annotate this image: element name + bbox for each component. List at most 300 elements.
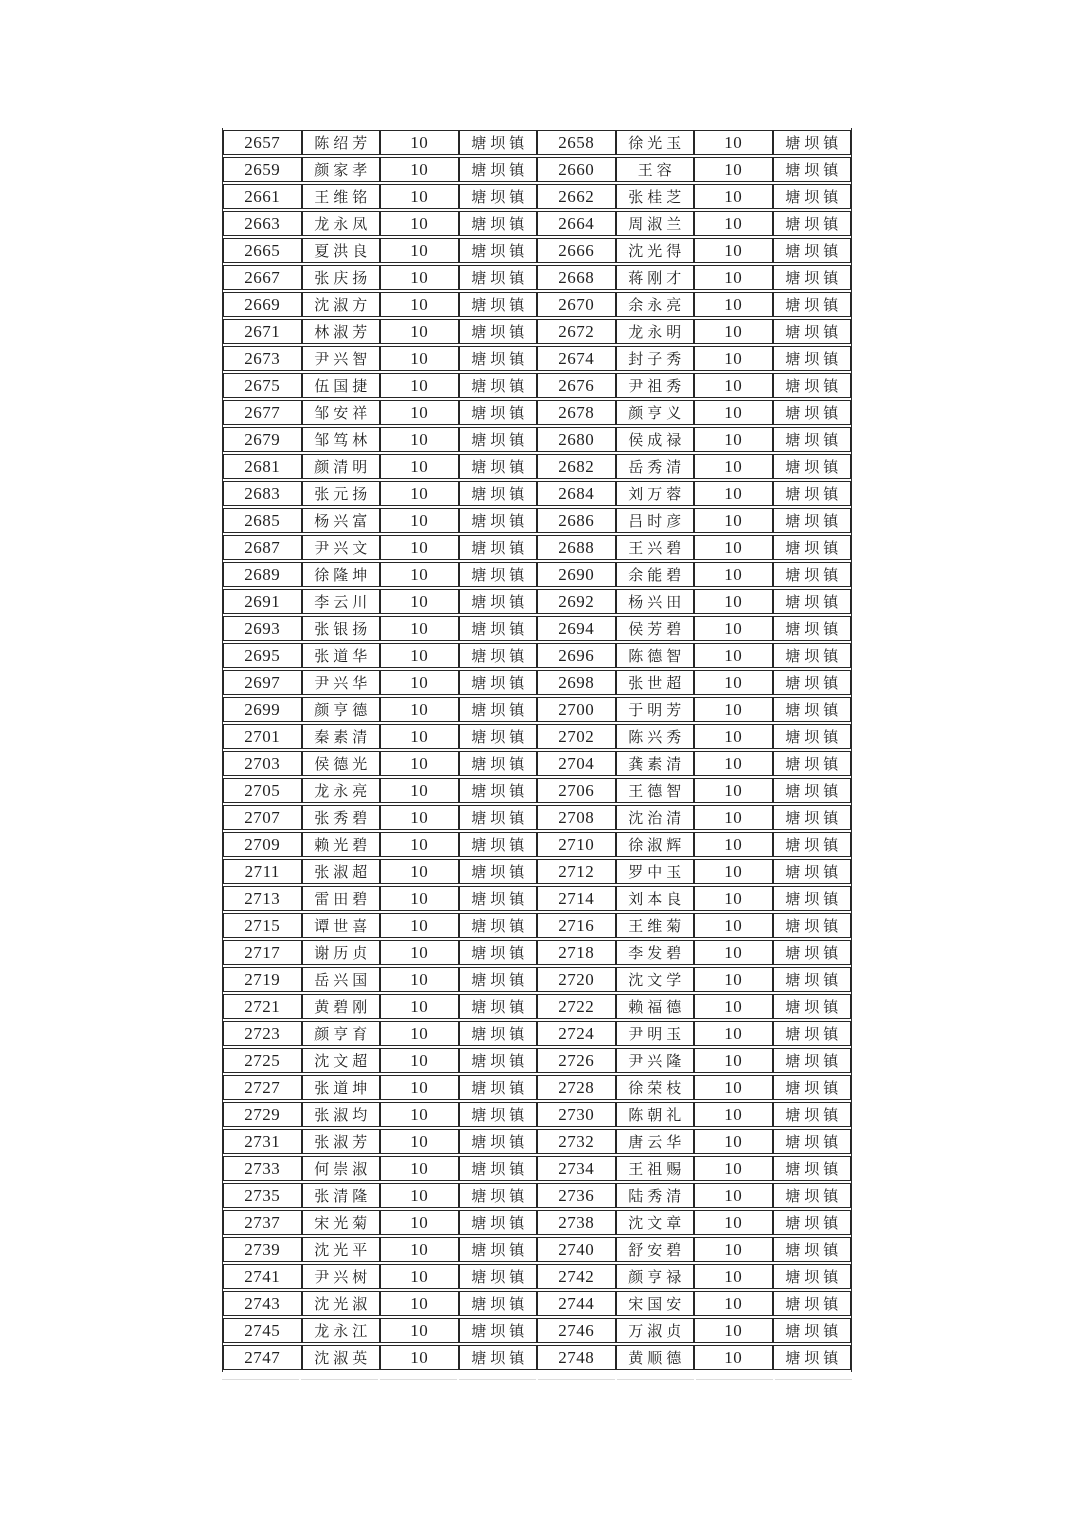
name-cell: 吕时彦: [616, 508, 695, 533]
name-cell: 龙永江: [302, 1318, 381, 1343]
amount-cell: 10: [380, 778, 459, 803]
amount-cell: 10: [380, 859, 459, 884]
amount-cell: 10: [380, 940, 459, 965]
town-cell: 塘坝镇: [459, 292, 538, 317]
next-page-row-segment: [380, 1379, 457, 1380]
name-cell: 罗中玉: [616, 859, 695, 884]
amount-cell: 10: [694, 643, 773, 668]
name-cell: 陈朝礼: [616, 1102, 695, 1127]
table-row: [223, 1048, 851, 1073]
serial-cell: 2688: [537, 535, 616, 560]
serial-cell: 2695: [223, 643, 302, 668]
serial-cell: 2712: [537, 859, 616, 884]
town-cell: 塘坝镇: [773, 967, 852, 992]
serial-cell: 2708: [537, 805, 616, 830]
amount-cell: 10: [380, 697, 459, 722]
name-cell: 王德智: [616, 778, 695, 803]
town-cell: 塘坝镇: [773, 886, 852, 911]
table-row: [223, 130, 851, 155]
town-cell: 塘坝镇: [773, 1021, 852, 1046]
amount-cell: 10: [694, 427, 773, 452]
town-cell: 塘坝镇: [773, 265, 852, 290]
serial-cell: 2720: [537, 967, 616, 992]
name-cell: 尹兴隆: [616, 1048, 695, 1073]
next-page-row-segment: [538, 1379, 615, 1380]
town-cell: 塘坝镇: [459, 1075, 538, 1100]
name-cell: 张世超: [616, 670, 695, 695]
name-cell: 颜家孝: [302, 157, 381, 182]
amount-cell: 10: [694, 1075, 773, 1100]
serial-cell: 2682: [537, 454, 616, 479]
amount-cell: 10: [694, 535, 773, 560]
table-row: [223, 670, 851, 695]
serial-cell: 2701: [223, 724, 302, 749]
amount-cell: 10: [694, 1021, 773, 1046]
town-cell: 塘坝镇: [773, 427, 852, 452]
amount-cell: 10: [694, 616, 773, 641]
table-row: [223, 1183, 851, 1208]
name-cell: 尹兴文: [302, 535, 381, 560]
amount-cell: 10: [380, 886, 459, 911]
amount-cell: 10: [380, 1210, 459, 1235]
serial-cell: 2668: [537, 265, 616, 290]
name-cell: 尹明玉: [616, 1021, 695, 1046]
name-cell: 封子秀: [616, 346, 695, 371]
serial-cell: 2703: [223, 751, 302, 776]
town-cell: 塘坝镇: [459, 1021, 538, 1046]
town-cell: 塘坝镇: [459, 1318, 538, 1343]
serial-cell: 2735: [223, 1183, 302, 1208]
name-cell: 沈光平: [302, 1237, 381, 1262]
serial-cell: 2748: [537, 1345, 616, 1370]
name-cell: 龙永明: [616, 319, 695, 344]
town-cell: 塘坝镇: [459, 1210, 538, 1235]
serial-cell: 2687: [223, 535, 302, 560]
town-cell: 塘坝镇: [773, 616, 852, 641]
name-cell: 徐光玉: [616, 130, 695, 155]
name-cell: 舒安碧: [616, 1237, 695, 1262]
amount-cell: 10: [380, 1237, 459, 1262]
amount-cell: 10: [694, 1102, 773, 1127]
town-cell: 塘坝镇: [773, 1264, 852, 1289]
amount-cell: 10: [694, 1156, 773, 1181]
next-page-row-segment: [696, 1379, 773, 1380]
table-row: [223, 508, 851, 533]
amount-cell: 10: [694, 400, 773, 425]
town-cell: 塘坝镇: [459, 1156, 538, 1181]
serial-cell: 2699: [223, 697, 302, 722]
town-cell: 塘坝镇: [459, 913, 538, 938]
amount-cell: 10: [694, 670, 773, 695]
town-cell: 塘坝镇: [459, 400, 538, 425]
town-cell: 塘坝镇: [459, 1102, 538, 1127]
town-cell: 塘坝镇: [459, 1048, 538, 1073]
serial-cell: 2732: [537, 1129, 616, 1154]
town-cell: 塘坝镇: [459, 481, 538, 506]
amount-cell: 10: [694, 1291, 773, 1316]
name-cell: 尹祖秀: [616, 373, 695, 398]
amount-cell: 10: [694, 1048, 773, 1073]
name-cell: 张庆扬: [302, 265, 381, 290]
name-cell: 唐云华: [616, 1129, 695, 1154]
amount-cell: 10: [694, 805, 773, 830]
town-cell: 塘坝镇: [459, 427, 538, 452]
table-row: [223, 805, 851, 830]
table-row: [223, 1102, 851, 1127]
amount-cell: 10: [380, 913, 459, 938]
amount-cell: 10: [380, 1264, 459, 1289]
amount-cell: 10: [380, 643, 459, 668]
town-cell: 塘坝镇: [773, 211, 852, 236]
serial-cell: 2706: [537, 778, 616, 803]
serial-cell: 2683: [223, 481, 302, 506]
name-cell: 伍国捷: [302, 373, 381, 398]
name-cell: 张清隆: [302, 1183, 381, 1208]
serial-cell: 2729: [223, 1102, 302, 1127]
serial-cell: 2724: [537, 1021, 616, 1046]
amount-cell: 10: [380, 130, 459, 155]
town-cell: 塘坝镇: [773, 724, 852, 749]
town-cell: 塘坝镇: [459, 643, 538, 668]
serial-cell: 2685: [223, 508, 302, 533]
amount-cell: 10: [380, 1129, 459, 1154]
next-page-row-segment: [775, 1379, 852, 1380]
amount-cell: 10: [380, 589, 459, 614]
serial-cell: 2734: [537, 1156, 616, 1181]
amount-cell: 10: [694, 319, 773, 344]
serial-cell: 2659: [223, 157, 302, 182]
name-cell: 沈光得: [616, 238, 695, 263]
town-cell: 塘坝镇: [773, 454, 852, 479]
amount-cell: 10: [380, 805, 459, 830]
table-row: [223, 994, 851, 1019]
table-row: [223, 967, 851, 992]
amount-cell: 10: [694, 1264, 773, 1289]
name-cell: 蒋刚才: [616, 265, 695, 290]
serial-cell: 2738: [537, 1210, 616, 1235]
town-cell: 塘坝镇: [459, 1183, 538, 1208]
table-row: [223, 1021, 851, 1046]
serial-cell: 2746: [537, 1318, 616, 1343]
name-cell: 龚素清: [616, 751, 695, 776]
table-row: [223, 211, 851, 236]
name-cell: 林淑芳: [302, 319, 381, 344]
serial-cell: 2680: [537, 427, 616, 452]
town-cell: 塘坝镇: [459, 697, 538, 722]
serial-cell: 2740: [537, 1237, 616, 1262]
amount-cell: 10: [380, 1075, 459, 1100]
amount-cell: 10: [694, 913, 773, 938]
table-row: [223, 1237, 851, 1262]
amount-cell: 10: [694, 481, 773, 506]
amount-cell: 10: [694, 1183, 773, 1208]
serial-cell: 2697: [223, 670, 302, 695]
name-cell: 陈兴秀: [616, 724, 695, 749]
next-page-row-segment: [301, 1379, 378, 1380]
amount-cell: 10: [694, 967, 773, 992]
name-cell: 沈淑方: [302, 292, 381, 317]
town-cell: 塘坝镇: [773, 589, 852, 614]
table-row: [223, 292, 851, 317]
name-cell: 颜清明: [302, 454, 381, 479]
town-cell: 塘坝镇: [459, 535, 538, 560]
town-cell: 塘坝镇: [459, 805, 538, 830]
name-cell: 沈文超: [302, 1048, 381, 1073]
table-row: [223, 778, 851, 803]
name-cell: 徐淑辉: [616, 832, 695, 857]
amount-cell: 10: [380, 1183, 459, 1208]
town-cell: 塘坝镇: [773, 1129, 852, 1154]
serial-cell: 2693: [223, 616, 302, 641]
amount-cell: 10: [380, 1102, 459, 1127]
amount-cell: 10: [380, 724, 459, 749]
table-row: [223, 1210, 851, 1235]
amount-cell: 10: [380, 427, 459, 452]
name-cell: 谭世喜: [302, 913, 381, 938]
town-cell: 塘坝镇: [773, 1210, 852, 1235]
amount-cell: 10: [380, 535, 459, 560]
serial-cell: 2694: [537, 616, 616, 641]
name-cell: 颜亨德: [302, 697, 381, 722]
serial-cell: 2657: [223, 130, 302, 155]
serial-cell: 2707: [223, 805, 302, 830]
amount-cell: 10: [694, 778, 773, 803]
name-cell: 侯芳碧: [616, 616, 695, 641]
amount-cell: 10: [694, 508, 773, 533]
serial-cell: 2667: [223, 265, 302, 290]
name-cell: 王维菊: [616, 913, 695, 938]
amount-cell: 10: [380, 1318, 459, 1343]
amount-cell: 10: [380, 238, 459, 263]
name-cell: 杨兴富: [302, 508, 381, 533]
amount-cell: 10: [380, 211, 459, 236]
amount-cell: 10: [694, 1210, 773, 1235]
amount-cell: 10: [380, 157, 459, 182]
name-cell: 尹兴华: [302, 670, 381, 695]
serial-cell: 2719: [223, 967, 302, 992]
town-cell: 塘坝镇: [773, 130, 852, 155]
name-cell: 陈绍芳: [302, 130, 381, 155]
name-cell: 李发碧: [616, 940, 695, 965]
town-cell: 塘坝镇: [773, 994, 852, 1019]
amount-cell: 10: [694, 346, 773, 371]
name-cell: 张淑芳: [302, 1129, 381, 1154]
amount-cell: 10: [694, 265, 773, 290]
town-cell: 塘坝镇: [459, 589, 538, 614]
serial-cell: 2665: [223, 238, 302, 263]
serial-cell: 2722: [537, 994, 616, 1019]
name-cell: 邹笃林: [302, 427, 381, 452]
amount-cell: 10: [694, 697, 773, 722]
town-cell: 塘坝镇: [773, 805, 852, 830]
table-row: [223, 913, 851, 938]
name-cell: 雷田碧: [302, 886, 381, 911]
next-page-row-segment: [222, 1379, 299, 1380]
name-cell: 张道华: [302, 643, 381, 668]
serial-cell: 2716: [537, 913, 616, 938]
table-row: [223, 1345, 851, 1370]
table-row: [223, 643, 851, 668]
town-cell: 塘坝镇: [459, 832, 538, 857]
name-cell: 王兴碧: [616, 535, 695, 560]
town-cell: 塘坝镇: [773, 400, 852, 425]
amount-cell: 10: [694, 454, 773, 479]
name-cell: 黄碧刚: [302, 994, 381, 1019]
town-cell: 塘坝镇: [773, 508, 852, 533]
name-cell: 张淑均: [302, 1102, 381, 1127]
roster-table: [222, 128, 852, 1372]
town-cell: 塘坝镇: [773, 751, 852, 776]
town-cell: 塘坝镇: [459, 346, 538, 371]
serial-cell: 2691: [223, 589, 302, 614]
town-cell: 塘坝镇: [773, 373, 852, 398]
serial-cell: 2723: [223, 1021, 302, 1046]
name-cell: 岳兴国: [302, 967, 381, 992]
name-cell: 黄顺德: [616, 1345, 695, 1370]
table-row: [223, 886, 851, 911]
town-cell: 塘坝镇: [773, 832, 852, 857]
table-row: [223, 1318, 851, 1343]
name-cell: 沈文章: [616, 1210, 695, 1235]
name-cell: 龙永亮: [302, 778, 381, 803]
table-row: [223, 562, 851, 587]
table-row: [223, 1156, 851, 1181]
serial-cell: 2713: [223, 886, 302, 911]
town-cell: 塘坝镇: [459, 130, 538, 155]
table-row: [223, 1075, 851, 1100]
serial-cell: 2686: [537, 508, 616, 533]
serial-cell: 2745: [223, 1318, 302, 1343]
serial-cell: 2717: [223, 940, 302, 965]
serial-cell: 2725: [223, 1048, 302, 1073]
town-cell: 塘坝镇: [773, 1102, 852, 1127]
table-row: [223, 373, 851, 398]
amount-cell: 10: [380, 751, 459, 776]
serial-cell: 2702: [537, 724, 616, 749]
table-row: [223, 319, 851, 344]
amount-cell: 10: [380, 292, 459, 317]
town-cell: 塘坝镇: [773, 292, 852, 317]
town-cell: 塘坝镇: [459, 319, 538, 344]
name-cell: 余能碧: [616, 562, 695, 587]
table-row: [223, 400, 851, 425]
name-cell: 宋光菊: [302, 1210, 381, 1235]
name-cell: 颜亨育: [302, 1021, 381, 1046]
amount-cell: 10: [694, 859, 773, 884]
town-cell: 塘坝镇: [459, 940, 538, 965]
table-row: [223, 940, 851, 965]
amount-cell: 10: [380, 832, 459, 857]
serial-cell: 2689: [223, 562, 302, 587]
next-page-row-segment: [459, 1379, 536, 1380]
serial-cell: 2662: [537, 184, 616, 209]
town-cell: 塘坝镇: [773, 670, 852, 695]
serial-cell: 2714: [537, 886, 616, 911]
town-cell: 塘坝镇: [773, 1318, 852, 1343]
name-cell: 张元扬: [302, 481, 381, 506]
table-row: [223, 427, 851, 452]
town-cell: 塘坝镇: [459, 967, 538, 992]
amount-cell: 10: [380, 616, 459, 641]
name-cell: 颜亨禄: [616, 1264, 695, 1289]
name-cell: 周淑兰: [616, 211, 695, 236]
table-row: [223, 697, 851, 722]
name-cell: 夏洪良: [302, 238, 381, 263]
amount-cell: 10: [380, 1156, 459, 1181]
serial-cell: 2675: [223, 373, 302, 398]
table-row: [223, 184, 851, 209]
town-cell: 塘坝镇: [459, 1129, 538, 1154]
name-cell: 赖光碧: [302, 832, 381, 857]
town-cell: 塘坝镇: [459, 994, 538, 1019]
amount-cell: 10: [694, 589, 773, 614]
town-cell: 塘坝镇: [459, 778, 538, 803]
amount-cell: 10: [694, 1237, 773, 1262]
town-cell: 塘坝镇: [773, 940, 852, 965]
name-cell: 龙永凤: [302, 211, 381, 236]
serial-cell: 2747: [223, 1345, 302, 1370]
name-cell: 余永亮: [616, 292, 695, 317]
serial-cell: 2677: [223, 400, 302, 425]
amount-cell: 10: [694, 1318, 773, 1343]
amount-cell: 10: [694, 211, 773, 236]
name-cell: 谢历贞: [302, 940, 381, 965]
name-cell: 张秀碧: [302, 805, 381, 830]
amount-cell: 10: [380, 184, 459, 209]
name-cell: 沈文学: [616, 967, 695, 992]
table-row: [223, 238, 851, 263]
town-cell: 塘坝镇: [773, 238, 852, 263]
serial-cell: 2709: [223, 832, 302, 857]
name-cell: 沈光淑: [302, 1291, 381, 1316]
amount-cell: 10: [694, 292, 773, 317]
name-cell: 宋国安: [616, 1291, 695, 1316]
amount-cell: 10: [380, 670, 459, 695]
serial-cell: 2727: [223, 1075, 302, 1100]
serial-cell: 2742: [537, 1264, 616, 1289]
serial-cell: 2744: [537, 1291, 616, 1316]
name-cell: 刘万蓉: [616, 481, 695, 506]
next-page-row-segment: [617, 1379, 694, 1380]
name-cell: 张道坤: [302, 1075, 381, 1100]
name-cell: 陈德智: [616, 643, 695, 668]
name-cell: 张桂芝: [616, 184, 695, 209]
name-cell: 万淑贞: [616, 1318, 695, 1343]
serial-cell: 2681: [223, 454, 302, 479]
town-cell: 塘坝镇: [773, 1237, 852, 1262]
town-cell: 塘坝镇: [773, 535, 852, 560]
table-row: [223, 535, 851, 560]
name-cell: 邹安祥: [302, 400, 381, 425]
table-row: [223, 265, 851, 290]
serial-cell: 2670: [537, 292, 616, 317]
serial-cell: 2705: [223, 778, 302, 803]
serial-cell: 2666: [537, 238, 616, 263]
town-cell: 塘坝镇: [459, 1291, 538, 1316]
name-cell: 尹兴树: [302, 1264, 381, 1289]
amount-cell: 10: [380, 319, 459, 344]
serial-cell: 2739: [223, 1237, 302, 1262]
town-cell: 塘坝镇: [459, 562, 538, 587]
name-cell: 秦素清: [302, 724, 381, 749]
name-cell: 陆秀清: [616, 1183, 695, 1208]
town-cell: 塘坝镇: [459, 886, 538, 911]
serial-cell: 2710: [537, 832, 616, 857]
serial-cell: 2728: [537, 1075, 616, 1100]
town-cell: 塘坝镇: [773, 319, 852, 344]
town-cell: 塘坝镇: [773, 184, 852, 209]
town-cell: 塘坝镇: [773, 1291, 852, 1316]
